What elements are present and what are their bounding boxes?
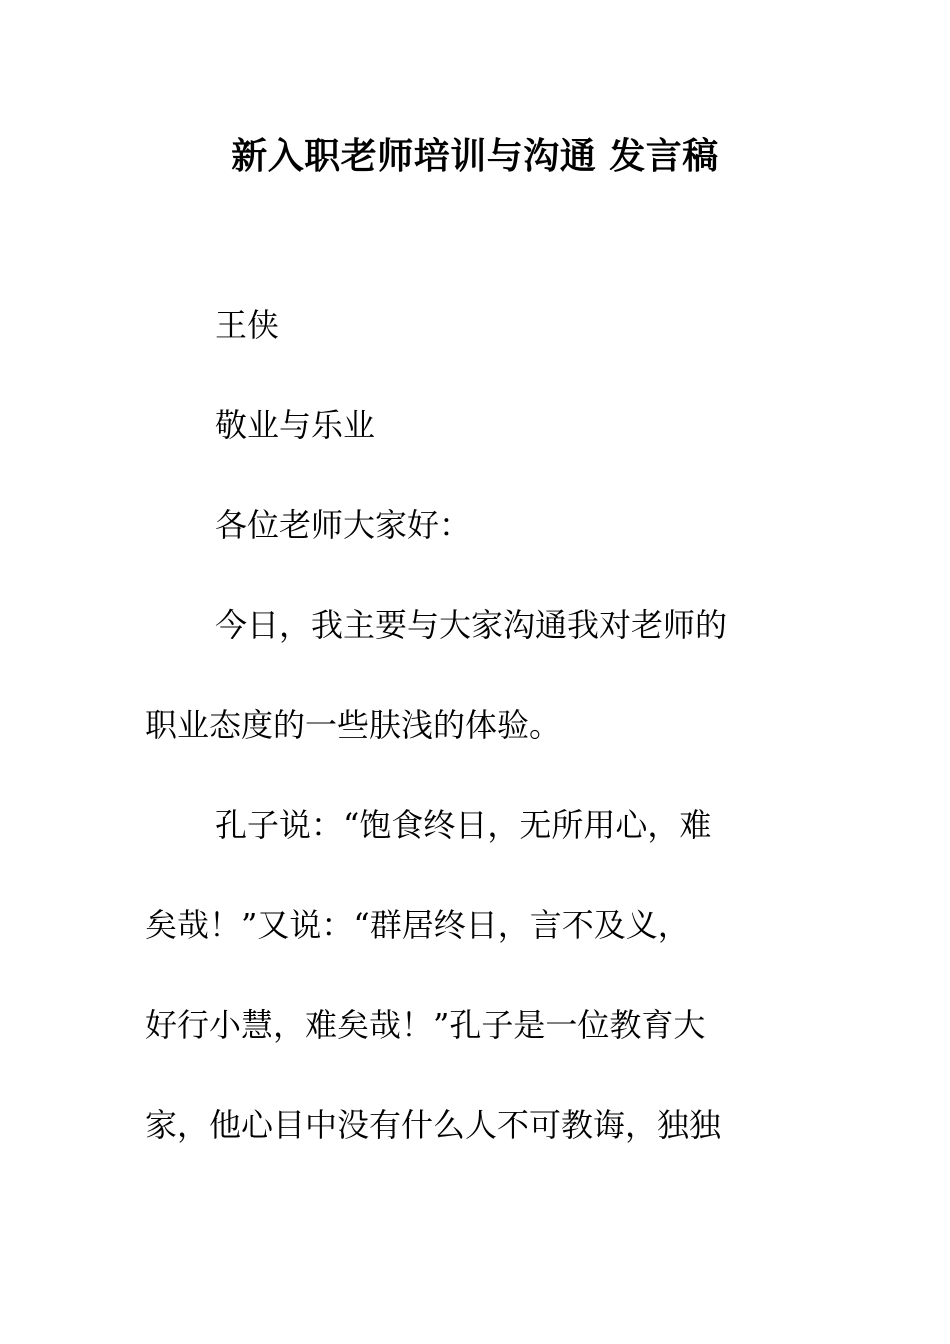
body-line: 矣哉！”又说：“群居终日，言不及义， — [145, 906, 690, 944]
author-name: 王侠 — [215, 306, 280, 344]
body-line: 今日，我主要与大家沟通我对老师的 — [215, 606, 728, 644]
speech-subtitle: 敬业与乐业 — [215, 406, 376, 444]
body-line: 孔子说：“饱食终日，无所用心，难 — [215, 806, 712, 844]
body-line: 好行小慧，难矣哉！”孔子是一位教育大 — [145, 1006, 706, 1044]
body-line: 家，他心目中没有什么人不可教诲，独独 — [145, 1106, 722, 1144]
greeting-line: 各位老师大家好： — [215, 506, 472, 544]
document-title: 新入职老师培训与沟通 发言稿 — [231, 135, 719, 177]
body-line: 职业态度的一些肤浅的体验。 — [145, 706, 562, 744]
